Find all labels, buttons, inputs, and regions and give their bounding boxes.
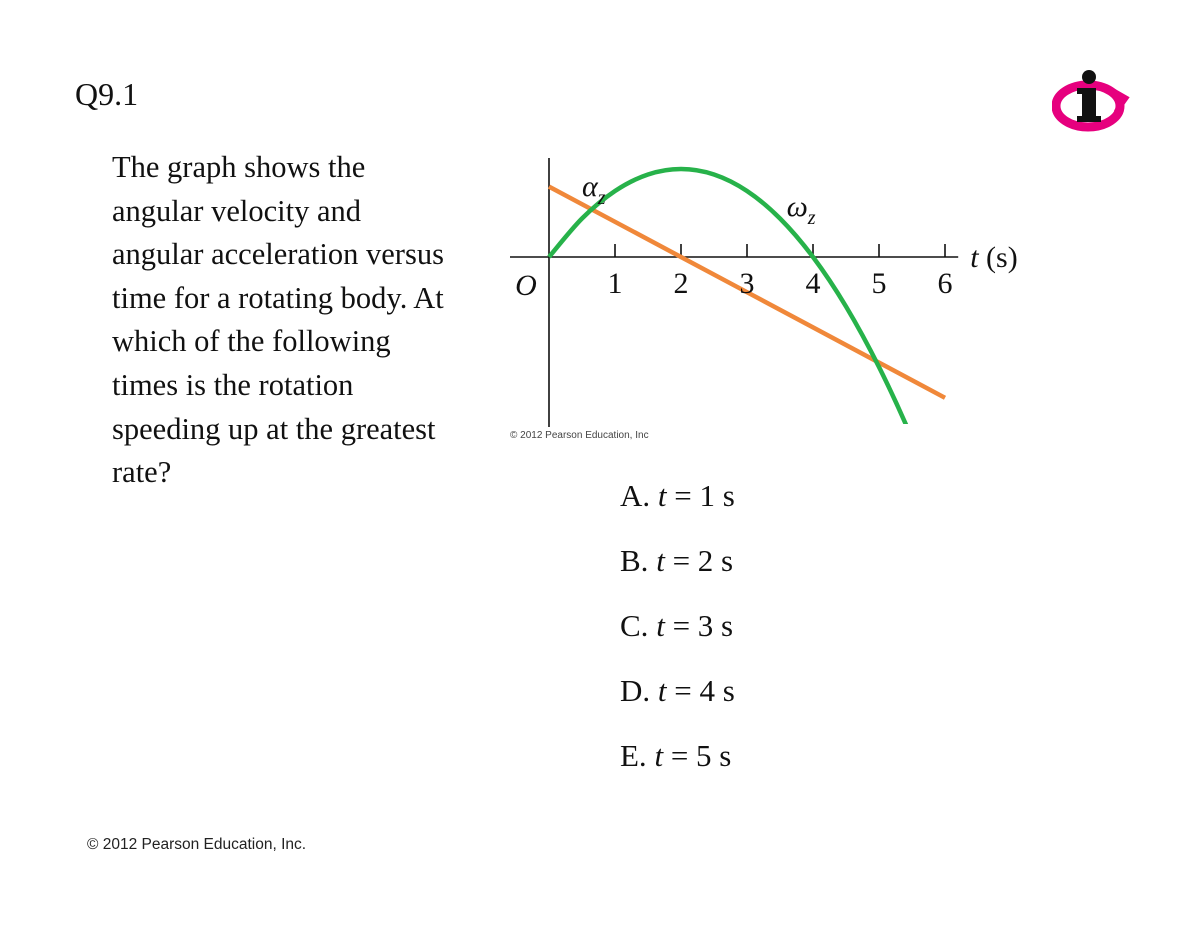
i-clicker-logo-icon [1052,68,1130,137]
x-tick-label-6: 6 [937,267,953,300]
answer-option-c[interactable]: C. t = 3 s [620,608,734,643]
series-label-omega-z: $\omega_z$ [786,190,816,229]
copyright-footer: © 2012 Pearson Education, Inc. [87,836,307,853]
series-label-alpha-z: $\alpha_z$ [582,170,606,209]
series-line-omega-z [549,169,945,450]
angular-motion-chart [490,150,1070,450]
answer-option-e[interactable]: E. t = 5 s [620,738,732,773]
x-tick-label-3: 3 [739,267,755,300]
x-tick-label-4: 4 [805,267,821,300]
answer-list [620,474,735,799]
x-tick-label-2: 2 [673,267,689,300]
x-tick-label-5: 5 [871,267,887,300]
chart-credit: © 2012 Pearson Education, Inc [510,430,649,441]
answer-option-d[interactable]: D. t = 4 s [620,673,735,708]
answer-option-a[interactable]: A. t = 1 s [620,478,735,513]
x-tick-label-1: 1 [607,267,623,300]
question-number: Q9.1 [75,76,139,112]
question-text: The graph shows the angular velocity and angular acceleration versus time for a rotating body. At which of the following times is the rotation speeding up at the greatest rate? [112,150,444,490]
answer-option-b[interactable]: B. t = 2 s [620,543,734,578]
origin-label: O [515,269,537,302]
x-axis-label: t (s) [970,241,1018,274]
